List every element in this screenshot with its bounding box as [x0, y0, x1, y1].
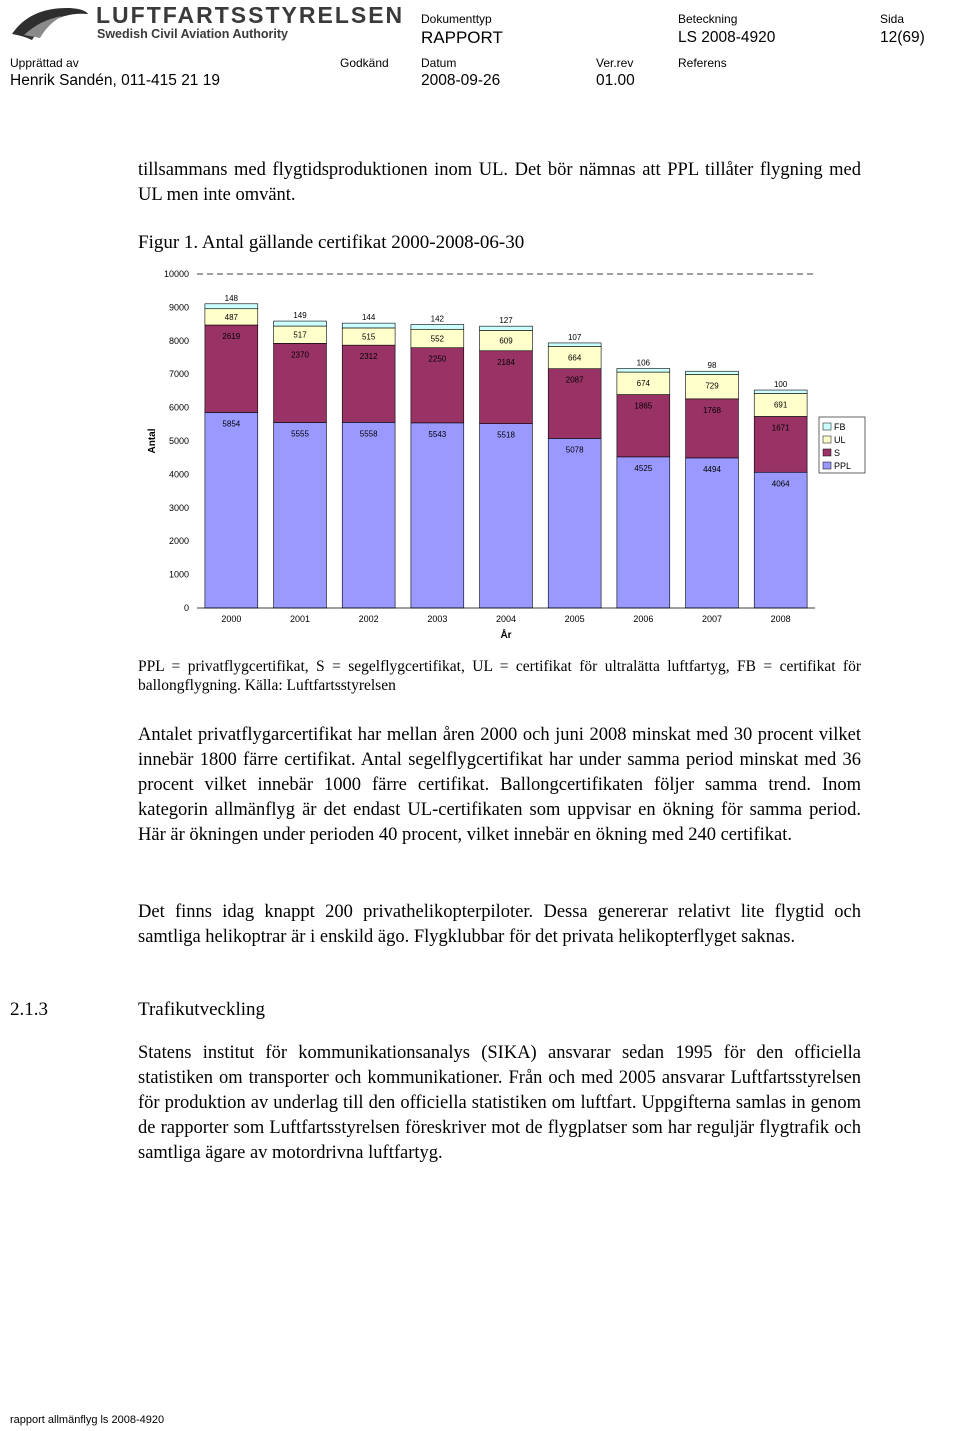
paragraph-1: Antalet privatflygarcertifikat har mellan åren 2000 och juni 2008 minskat med 30 procent vilket innebär 1800 färre certifikat. Antal segelflygcertifikat har under samma period minskat med 36 procent vilket innebär 1000 färre certifikat. Ballongcertifikaten följer samma trend. Inom kategorin allmänflyg är det endast UL-certifikaten som uppvisar en ökning för samma period. Här är ökningen under perioden 40 procent, vilket innebär en ökning med 240 certifikat.: [138, 725, 861, 845]
bar-fb-2000: [205, 304, 258, 309]
doc-type: RAPPORT: [421, 28, 503, 47]
y-tick-label: 2000: [168, 536, 189, 547]
data-label-ppl: 4064: [771, 479, 790, 489]
agency-emblem-icon: [10, 2, 90, 42]
data-label-ppl: 4494: [703, 464, 721, 474]
data-label-fb: 100: [773, 380, 788, 390]
y-tick-label: 10000: [163, 269, 189, 279]
rev: 01.00: [596, 72, 635, 89]
y-tick-label: 3000: [168, 502, 189, 513]
bar-ppl-2005: [548, 438, 601, 608]
data-label-s: 1671: [771, 423, 790, 433]
footer-text: rapport allmänflyg ls 2008-4920: [10, 1414, 165, 1426]
date: 2008-09-26: [421, 72, 501, 89]
data-label-ul: 517: [293, 330, 307, 340]
data-label-ppl: 5518: [497, 430, 515, 440]
bar-ppl-2006: [617, 457, 670, 608]
y-tick-label: 9000: [168, 302, 189, 313]
x-tick-label: 2005: [564, 614, 585, 624]
data-label-ul: 487: [224, 312, 239, 322]
data-label-s: 2312: [359, 352, 378, 362]
x-tick-label: 2001: [289, 614, 311, 624]
y-tick-label: 4000: [168, 469, 189, 480]
legend-label-ul: UL: [834, 435, 846, 445]
bar-fb-2001: [274, 321, 327, 326]
bar-fb-2008: [754, 390, 807, 393]
data-label-s: 2619: [222, 332, 241, 342]
data-label-ppl: 5558: [359, 429, 378, 439]
y-tick-label: 1000: [168, 569, 189, 580]
data-label-s: 1865: [634, 401, 653, 411]
y-tick-label: 7000: [168, 369, 189, 380]
page-number: 12(69): [880, 29, 925, 46]
chart-svg: [135, 262, 875, 652]
data-label-ppl: 4525: [634, 463, 653, 473]
x-tick-label: 2008: [770, 614, 791, 624]
data-label-ul: 664: [567, 353, 582, 363]
data-label-ppl: 5078: [565, 445, 584, 455]
date-label: Datum: [421, 56, 457, 70]
bar-fb-2002: [342, 323, 395, 328]
certificate-chart: [135, 262, 875, 652]
bar-fb-2003: [411, 325, 464, 330]
x-tick-label: 2007: [701, 614, 723, 624]
data-label-fb: 106: [636, 358, 651, 368]
data-label-ul: 691: [773, 400, 788, 410]
figure-title: Figur 1. Antal gällande certifikat 2000-2008-06-30: [138, 232, 525, 253]
x-tick-label: 2000: [221, 614, 242, 624]
legend-swatch-s: [823, 449, 831, 456]
data-label-fb: 142: [430, 314, 445, 324]
rev-label: Ver.rev: [596, 56, 634, 70]
data-label-s: 1768: [703, 405, 721, 415]
bar-ppl-2004: [480, 424, 533, 608]
data-label-fb: 144: [361, 313, 376, 323]
section-title: Trafikutveckling: [138, 999, 266, 1020]
y-tick-label: 8000: [168, 335, 189, 346]
designation: LS 2008-4920: [678, 29, 776, 46]
agency-name: LUFTFARTSSTYRELSEN: [96, 2, 405, 28]
data-label-fb: 148: [224, 293, 239, 303]
intro-paragraph: tillsammans med flygtidsproduktionen inom UL. Det bör nämnas att PPL tillåter flygning med UL men inte omvänt.: [138, 160, 861, 205]
data-label-s: 2250: [428, 354, 447, 364]
author: Henrik Sandén, 011-415 21 19: [10, 72, 220, 89]
data-label-ul: 729: [705, 381, 719, 391]
legend-label-fb: FB: [834, 422, 846, 432]
bar-ppl-2003: [411, 423, 464, 608]
page-label: Sida: [880, 12, 905, 26]
doc-type-label: Dokumenttyp: [421, 12, 492, 26]
section-number: 2.1.3: [10, 999, 48, 1020]
data-label-ul: 674: [636, 379, 651, 389]
bar-fb-2004: [480, 326, 533, 330]
data-label-ul: 515: [361, 332, 376, 342]
data-label-fb: 98: [707, 361, 717, 371]
paragraph-2: Det finns idag knappt 200 privathelikopterpiloter. Dessa genererar relativt lite flygtid och samtliga helikoptrar är i enskild ägo. Flygklubbar för det privata helikopterflyget saknas.: [138, 902, 861, 947]
agency-name-en: Swedish Civil Aviation Authority: [97, 27, 288, 41]
bar-ppl-2001: [274, 422, 327, 608]
bar-ppl-2002: [342, 422, 395, 608]
x-axis-label: År: [500, 630, 512, 641]
data-label-ul: 609: [499, 336, 513, 346]
x-tick-label: 2004: [495, 614, 517, 624]
bar-fb-2005: [548, 343, 601, 347]
y-tick-label: 5000: [168, 436, 189, 446]
legend-swatch-ul: [823, 436, 831, 443]
data-label-fb: 149: [293, 311, 307, 321]
bar-ppl-2007: [686, 458, 739, 608]
designation-label: Beteckning: [678, 12, 738, 26]
y-tick-label: 0: [183, 603, 189, 613]
bar-ppl-2008: [754, 472, 807, 608]
x-tick-label: 2002: [358, 614, 379, 624]
data-label-fb: 107: [567, 332, 582, 342]
y-tick-label: 6000: [168, 402, 189, 413]
bar-fb-2007: [686, 371, 739, 374]
data-label-ppl: 5555: [291, 429, 309, 439]
x-tick-label: 2003: [427, 614, 448, 624]
reference-label: Referens: [678, 56, 727, 70]
legend-label-ppl: PPL: [834, 461, 852, 471]
data-label-fb: 127: [499, 316, 513, 326]
paragraph-3: Statens institut för kommunikationsanalys (SIKA) ansvarar sedan 1995 för den officiella statistiken om transporter och kommunikationer. Från och med 2005 ansvarar Luftfartsstyrelsen för produktion av underlag till den officiella statistiken om luftfart. Uppgifterna samlas in genom de rapporter som Luftfartsstyrelsen föreskriver mot de flygplatser som har reguljär flygtrafik och samtliga ägare av motordrivna luftfartyg.: [138, 1043, 861, 1163]
data-label-ul: 552: [430, 334, 445, 344]
figure-caption: PPL = privatflygcertifikat, S = segelflygcertifikat, UL = certifikat för ultralätta luftfartyg, FB = certifikat för ballongflygning. Källa: Luftfartsstyrelsen: [138, 658, 861, 694]
data-label-s: 2184: [497, 357, 515, 367]
legend-swatch-ppl: [823, 462, 831, 469]
legend-label-s: S: [834, 448, 841, 458]
bar-fb-2006: [617, 369, 670, 373]
data-label-ppl: 5543: [428, 429, 447, 439]
y-axis-label: Antal: [147, 428, 158, 454]
author-label: Upprättad av: [10, 56, 79, 70]
bar-ppl-2000: [205, 412, 258, 608]
legend-swatch-fb: [823, 423, 831, 430]
data-label-ppl: 5854: [222, 419, 241, 429]
x-tick-label: 2006: [633, 614, 654, 624]
data-label-s: 2087: [565, 375, 584, 385]
approved-label: Godkänd: [340, 56, 389, 70]
data-label-s: 2370: [291, 350, 309, 360]
